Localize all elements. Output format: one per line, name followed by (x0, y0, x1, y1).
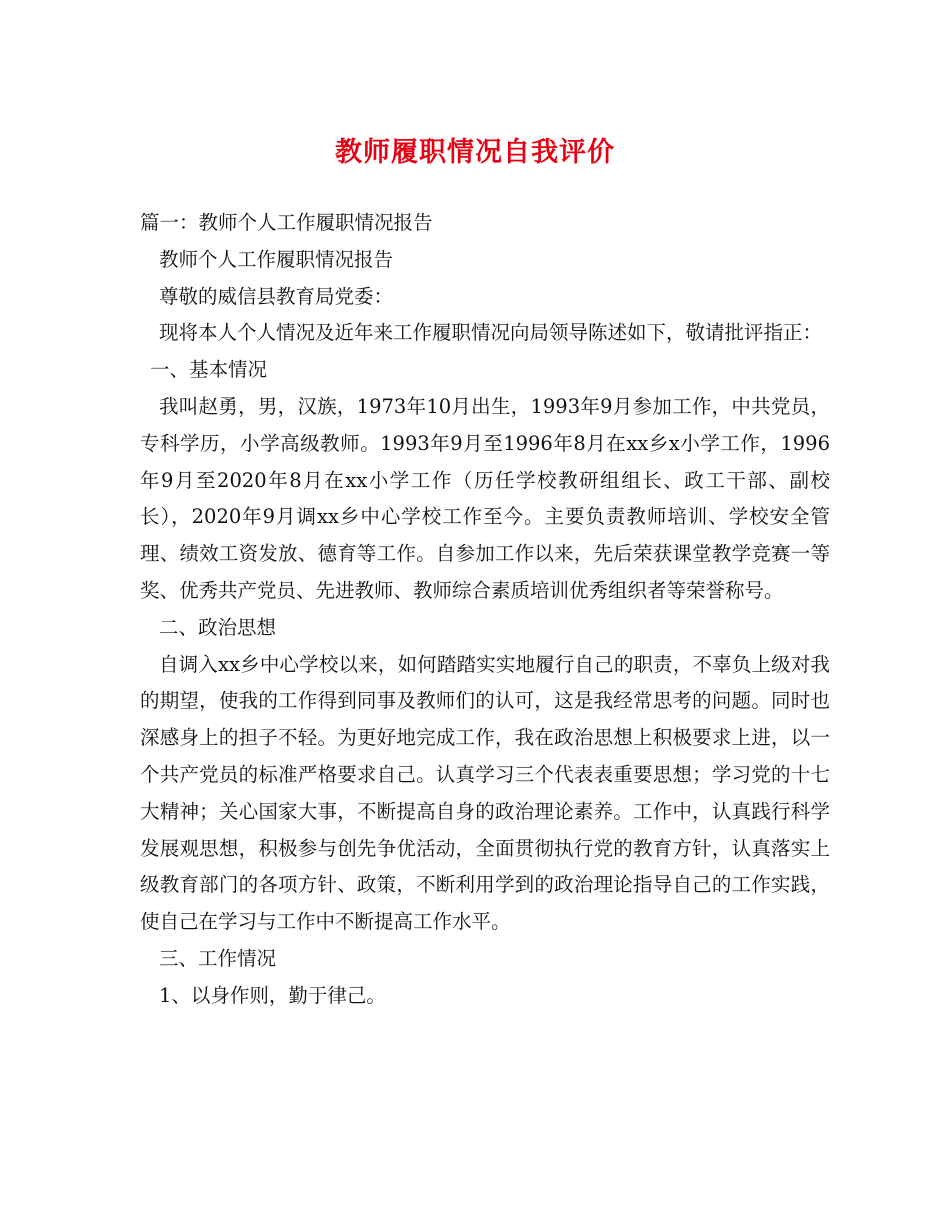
document-title: 教师履职情况自我评价 (335, 137, 615, 168)
section-heading-part-one: 篇一：教师个人工作履职情况报告 (140, 211, 433, 234)
basic-info-paragraph: 我叫赵勇，男，汉族，1973年10月出生，1993年9月参加工作，中共党员，专科学历，小学高级教师。1993年9月至1996年8月在xx乡x小学工作，1996年9月至2020年8月在xx小学工作（历任学校教研组组长、政工干部、副校长），2020年9月调xx乡中心学校工作至今。主要负责教师培训、学校安全管理、绩效工资发放、德育等工作。自参加工作以来，先后荣获课堂教学竞赛一等奖、优秀共产党员、先进教师、教师综合素质培训优秀组织者等荣誉称号。 (140, 394, 830, 602)
salutation: 尊敬的威信县教育局党委： (159, 284, 394, 308)
heading-political-thought: 二、政治思想 (159, 615, 277, 639)
political-thought-paragraph: 自调入xx乡中心学校以来，如何踏踏实实地履行自己的职责，不辜负上级对我的期望，使我的工作得到同事及教师们的认可，这是我经常思考的问题。同时也深感身上的担子不轻。为更好地完成工作，我在政治思想上积极要求上进，以一个共产党员的标准严格要求自己。认真学习三个代表表重要思想；学习党的十七大精神；关心国家大事，不断提高自身的政治理论素养。工作中，认真践行科学发展观思想，积极参与创先争优活动，全面贯彻执行党的教育方针，认真落实上级教育部门的各项方针、政策，不断利用学到的政治理论指导自己的工作实践，使自己在学习与工作中不断提高工作水平。 (140, 652, 830, 934)
work-item-1: 1、以身作则，勤于律己。 (159, 983, 386, 1007)
heading-basic-info: 一、基本情况 (150, 358, 268, 382)
intro-paragraph: 现将本人个人情况及近年来工作履职情况向局领导陈述如下，敬请批评指正： (159, 321, 823, 345)
heading-work-situation: 三、工作情况 (159, 946, 277, 970)
document-body (140, 205, 830, 1015)
report-subtitle: 教师个人工作履职情况报告 (159, 247, 394, 271)
